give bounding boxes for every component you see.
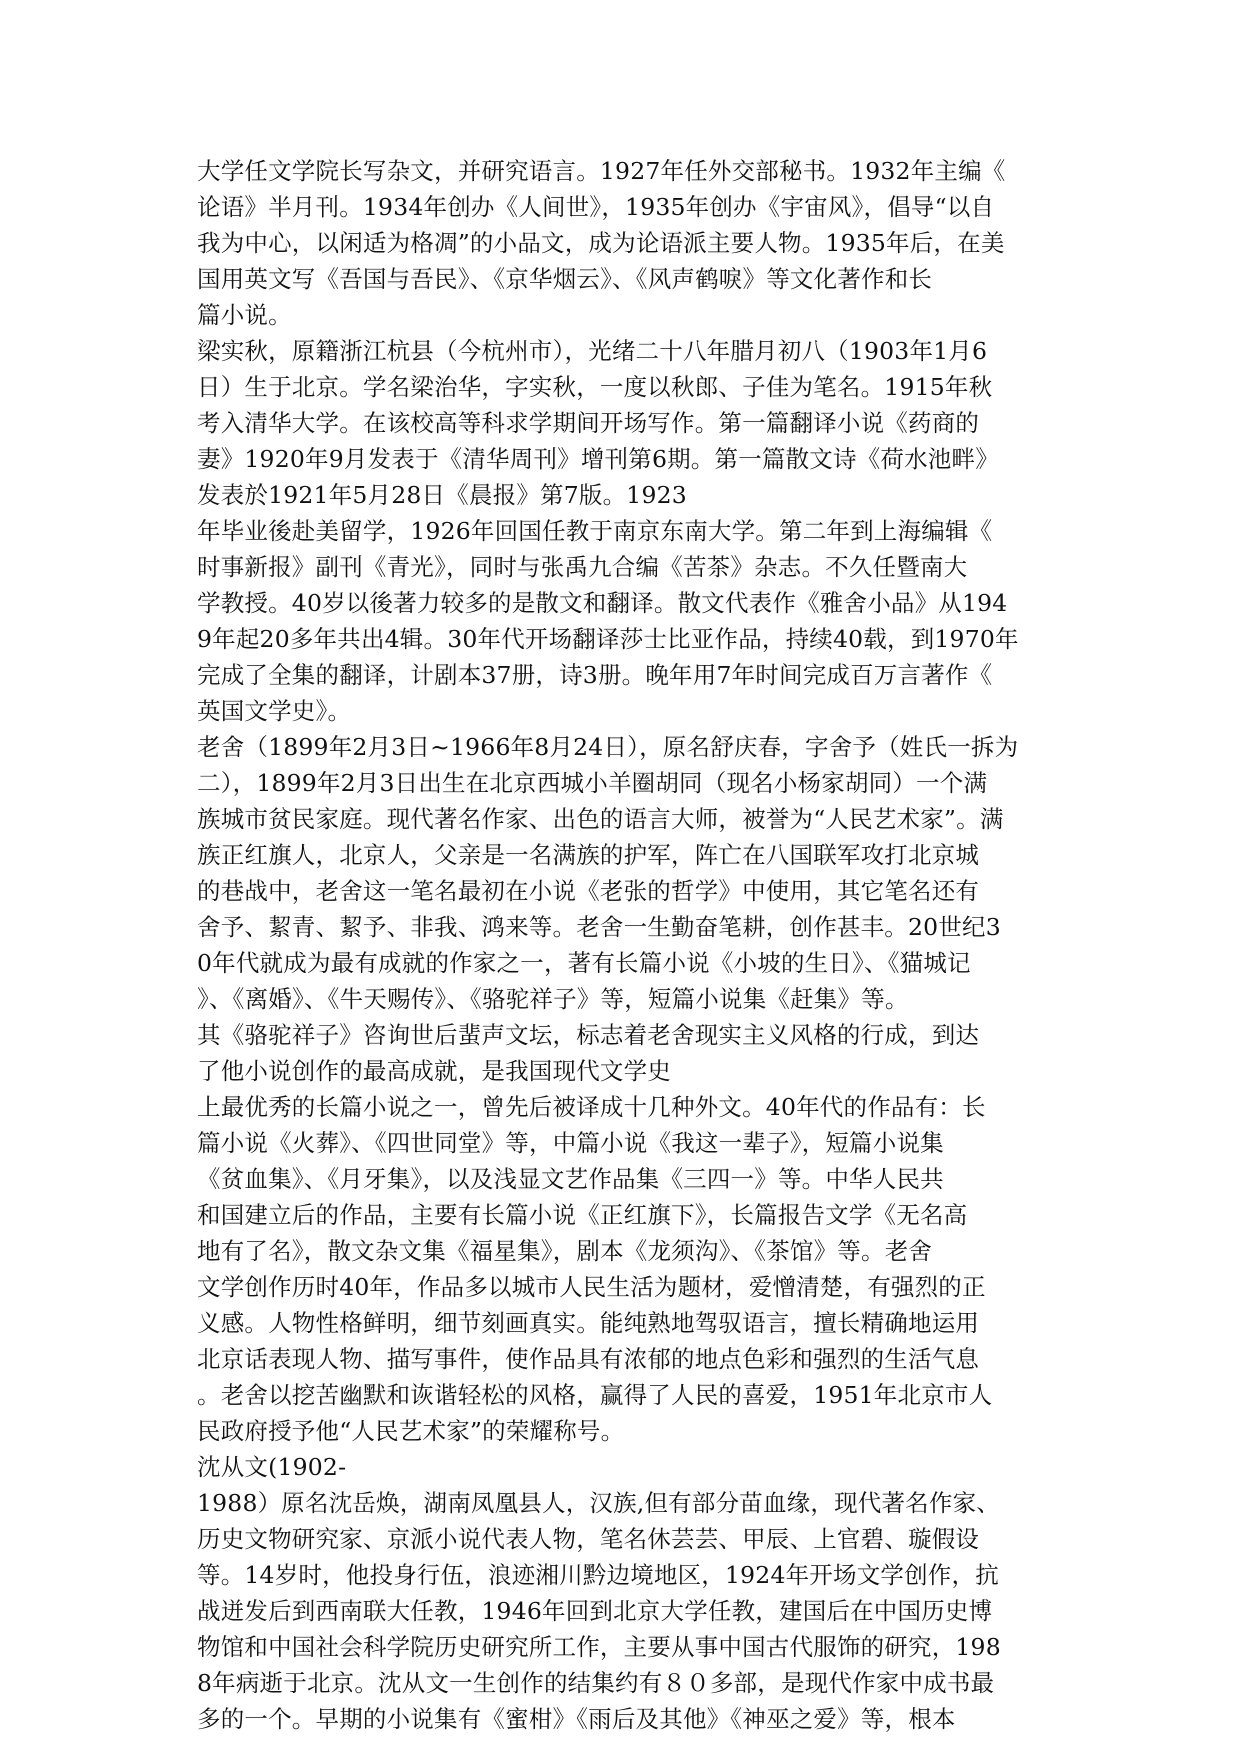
text-line: 历史文物研究家、京派小说代表人物，笔名休芸芸、甲辰、上官碧、璇假设 — [197, 1525, 980, 1553]
text-line: 地有了名》，散文杂文集《福星集》，剧本《龙须沟》、《茶馆》等。老舍 — [197, 1237, 933, 1265]
text-line: 其《骆驼祥子》咨询世后蜚声文坛，标志着老舍现实主义风格的行成，到达 — [197, 1021, 980, 1049]
text-line: 物馆和中国社会科学院历史研究所工作，主要从事中国古代服饰的研究，198 — [197, 1633, 1001, 1661]
text-line: 时事新报》副刊《青光》，同时与张禹九合编《苦茶》杂志。不久任暨南大 — [197, 553, 968, 581]
text-line: 篇小说《火葬》、《四世同堂》等，中篇小说《我这一辈子》，短篇小说集 — [197, 1129, 944, 1157]
text-line: 国用英文写《吾国与吾民》、《京华烟云》、《风声鹤唳》等文化著作和长 — [197, 265, 933, 293]
text-line: 《贫血集》、《月牙集》，以及浅显文艺作品集《三四一》等。中华人民共 — [197, 1165, 944, 1193]
text-line: 义感。人物性格鲜明，细节刻画真实。能纯熟地驾驭语言，擅长精确地运用 — [197, 1309, 980, 1337]
text-line: 北京话表现人物、描写事件，使作品具有浓郁的地点色彩和强烈的生活气息 — [197, 1345, 980, 1373]
text-line: 战迸发后到西南联大任教，1946年回到北京大学任教，建国后在中国历史博 — [197, 1597, 993, 1625]
text-line: 舍予、絜青、絜予、非我、鸿来等。老舍一生勤奋笔耕，创作甚丰。20世纪3 — [197, 913, 1001, 941]
text-line: 的巷战中，老舍这一笔名最初在小说《老张的哲学》中使用，其它笔名还有 — [197, 877, 980, 905]
text-line: 日）生于北京。学名梁治华，字实秋，一度以秋郎、子佳为笔名。1915年秋 — [197, 373, 993, 401]
text-line: 和国建立后的作品，主要有长篇小说《正红旗下》，长篇报告文学《无名高 — [197, 1201, 968, 1229]
text-line: 发表於1921年5月28日《晨报》第7版。1923 — [197, 481, 687, 509]
text-line: 妻》1920年9月发表于《清华周刊》增刊第6期。第一篇散文诗《荷水池畔》 — [197, 445, 999, 473]
text-line: 》、《离婚》、《牛天赐传》、《骆驼祥子》等，短篇小说集《赶集》等。 — [197, 985, 909, 1013]
text-line: 沈从文(1902- — [197, 1453, 347, 1481]
text-line: 民政府授予他“人民艺术家”的荣耀称号。 — [197, 1417, 625, 1445]
text-line: 8年病逝于北京。沈从文一生创作的结集约有８０多部，是现代作家中成书最 — [197, 1669, 995, 1697]
text-line: 我为中心，以闲适为格凋”的小品文，成为论语派主要人物。1935年后，在美 — [197, 229, 1005, 257]
text-line: 上最优秀的长篇小说之一，曾先后被译成十几种外文。40年代的作品有：长 — [197, 1093, 986, 1121]
text-line: 多的一个。早期的小说集有《蜜柑》《雨后及其他》《神巫之爱》等，根本 — [197, 1705, 956, 1733]
text-line: 完成了全集的翻译，计剧本37册，诗3册。晚年用7年时间完成百万言著作《 — [197, 661, 993, 689]
text-line: 0年代就成为最有成就的作家之一，著有长篇小说《小坡的生日》、《猫城记 — [197, 949, 971, 977]
text-line: 9年起20多年共出4辑。30年代开场翻译莎士比亚作品，持续40载，到1970年 — [197, 625, 1019, 653]
text-line: 英国文学史》。 — [197, 697, 352, 725]
text-line: 了他小说创作的最高成就，是我国现代文学史 — [197, 1057, 671, 1085]
text-line: 篇小说。 — [197, 301, 292, 329]
text-line: 族城市贫民家庭。现代著名作家、出色的语言大师，被誉为“人民艺术家”。满 — [197, 805, 1004, 833]
text-line: 老舍（1899年2月3日~1966年8月24日），原名舒庆春，字舍予（姓氏一拆为 — [197, 733, 1019, 761]
body-text — [197, 153, 1057, 1737]
text-line: 年毕业後赴美留学，1926年回国任教于南京东南大学。第二年到上海编辑《 — [197, 517, 993, 545]
text-line: 。老舍以挖苦幽默和诙谐轻松的风格，赢得了人民的喜爱，1951年北京市人 — [197, 1381, 993, 1409]
text-line: 论语》半月刊。1934年创办《人间世》，1935年创办《宇宙风》，倡导“以自 — [197, 193, 995, 221]
text-line: 文学创作历时40年，作品多以城市人民生活为题材，爱憎清楚，有强烈的正 — [197, 1273, 986, 1301]
text-line: 族正红旗人，北京人，父亲是一名满族的护军，阵亡在八国联军攻打北京城 — [197, 841, 980, 869]
text-line: 梁实秋，原籍浙江杭县（今杭州市），光绪二十八年腊月初八（1903年1月6 — [197, 337, 988, 365]
text-line: 二），1899年2月3日出生在北京西城小羊圈胡同（现名小杨家胡同）一个满 — [197, 769, 988, 797]
text-line: 学教授。40岁以後著力较多的是散文和翻译。散文代表作《雅舍小品》从194 — [197, 589, 1008, 617]
text-line: 考入清华大学。在该校高等科求学期间开场写作。第一篇翻译小说《药商的 — [197, 409, 980, 437]
text-line: 1988）原名沈岳焕，湖南凤凰县人，汉族,但有部分苗血缘，现代著名作家、 — [197, 1489, 1000, 1517]
text-line: 等。14岁时，他投身行伍，浪迹湘川黔边境地区，1924年开场文学创作，抗 — [197, 1561, 999, 1589]
text-line: 大学任文学院长写杂文，并研究语言。1927年任外交部秘书。1932年主编《 — [197, 157, 1006, 185]
